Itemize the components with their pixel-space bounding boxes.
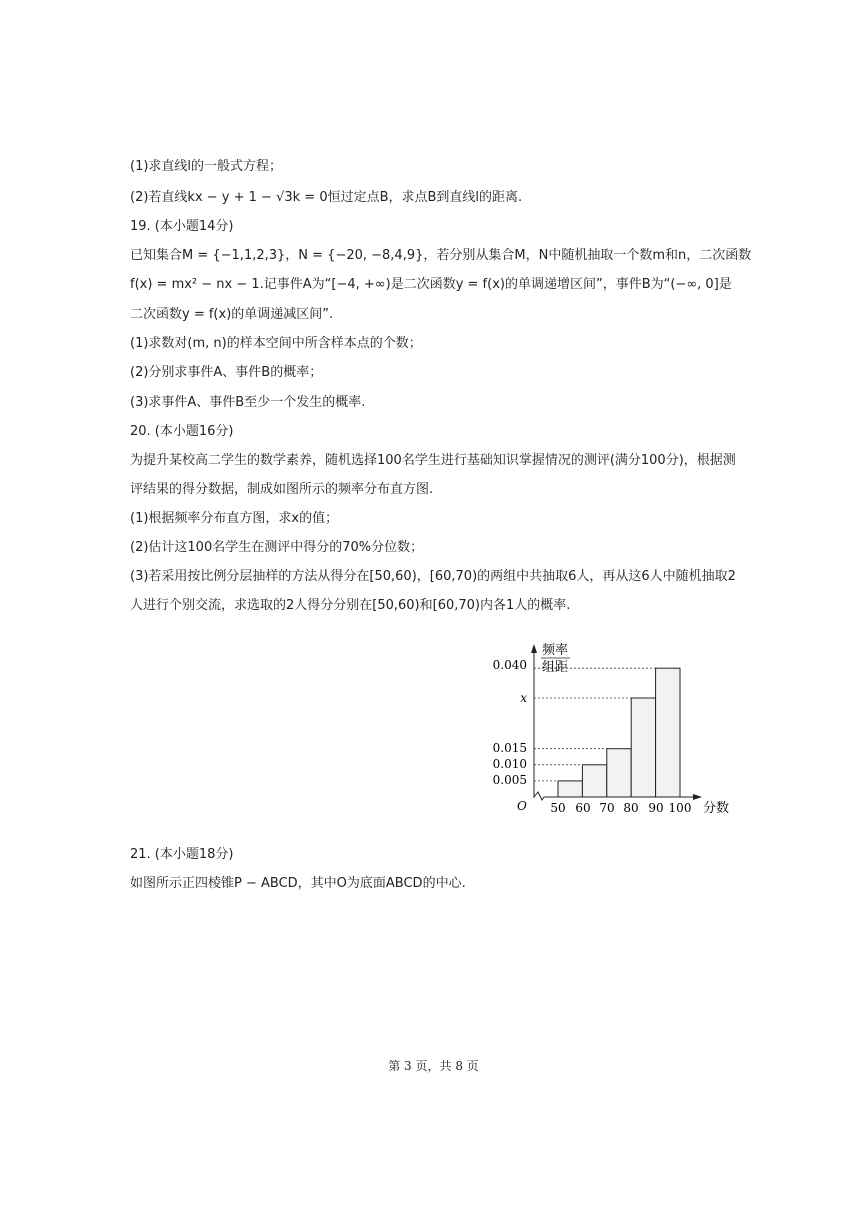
- problem-20-part-3-line-1: (3)若采用按比例分层抽样的方法从得分在[50,60)，[60,70)的两组中共抽取6人，再从这6人中随机抽取2: [130, 569, 736, 584]
- problem-21-stem: 如图所示正四棱锥P − ABCD，其中O为底面ABCD的中心.: [130, 876, 466, 891]
- problem-18-part-2: (2)若直线kx − y + 1 − √3k = 0恒过定点B，求点B到直线l的距离.: [130, 190, 523, 205]
- y-tick-0005: 0.005: [492, 773, 527, 787]
- bars-group: [534, 668, 680, 797]
- problem-20-part-1: (1)根据频率分布直方图，求x的值；: [130, 511, 339, 526]
- y-label-bottom: 组距: [542, 660, 569, 675]
- problem-19-heading: 19. (本小题14分): [130, 219, 234, 234]
- y-tick-0015: 0.015: [492, 741, 527, 755]
- axis-break-mark: [534, 790, 544, 800]
- problem-19-stem-line-1: 已知集合M = {−1,1,2,3}，N = {−20, −8,4,9}，若分别从集合M，N中随机抽取一个数m和n，二次函数: [130, 248, 752, 263]
- problem-19-stem-line-2: f(x) = mx² − nx − 1.记事件A为“[−4, +∞)是二次函数y = f(x)的单调递增区间”，事件B为“(−∞, 0]是: [130, 277, 732, 292]
- problem-19-part-3: (3)求事件A、事件B至少一个发生的概率.: [130, 395, 366, 410]
- y-label-top: 频率: [542, 643, 569, 658]
- x-tick-70: 70: [599, 801, 615, 815]
- histogram-bar: [631, 698, 655, 797]
- problem-19-part-2: (2)分别求事件A、事件B的概率；: [130, 365, 323, 380]
- histogram-bar: [582, 765, 606, 797]
- y-tick-x: x: [520, 691, 527, 705]
- page-footer: 第 3 页，共 8 页: [388, 1059, 479, 1073]
- histogram-svg: [488, 640, 748, 830]
- problem-19-part-1: (1)求数对(m, n)的样本空间中所含样本点的个数；: [130, 336, 422, 351]
- problem-18-part-1: (1)求直线l的一般式方程；: [130, 159, 283, 174]
- y-axis-arrow: [531, 644, 537, 653]
- problem-20-part-2: (2)估计这100名学生在测评中得分的70%分位数；: [130, 540, 424, 555]
- x-tick-80: 80: [623, 801, 639, 815]
- x-tick-60: 60: [575, 801, 591, 815]
- y-tick-0010: 0.010: [492, 757, 527, 771]
- problem-19-stem-line-3: 二次函数y = f(x)的单调递减区间”.: [130, 307, 334, 322]
- frequency-histogram: [488, 640, 748, 830]
- x-axis-label: 分数: [703, 801, 730, 816]
- problem-20-stem-line-2: 评结果的得分数据，制成如图所示的频率分布直方图.: [130, 482, 434, 497]
- problem-20-heading: 20. (本小题16分): [130, 424, 234, 439]
- x-tick-90: 90: [648, 801, 664, 815]
- problem-20-part-3-line-2: 人进行个别交流，求选取的2人得分分别在[50,60)和[60,70)内各1人的概率.: [130, 598, 571, 613]
- histogram-bar: [607, 749, 631, 797]
- x-tick-50: 50: [550, 801, 566, 815]
- histogram-bar: [656, 668, 680, 797]
- x-axis-arrow: [693, 794, 702, 800]
- problem-20-stem-line-1: 为提升某校高二学生的数学素养，随机选择100名学生进行基础知识掌握情况的测评(满分100分)，根据测: [130, 453, 736, 468]
- y-tick-0040: 0.040: [492, 658, 527, 672]
- problem-21-heading: 21. (本小题18分): [130, 847, 234, 862]
- histogram-bar: [558, 781, 582, 797]
- origin-label: O: [517, 799, 527, 813]
- x-tick-100: 100: [668, 801, 692, 815]
